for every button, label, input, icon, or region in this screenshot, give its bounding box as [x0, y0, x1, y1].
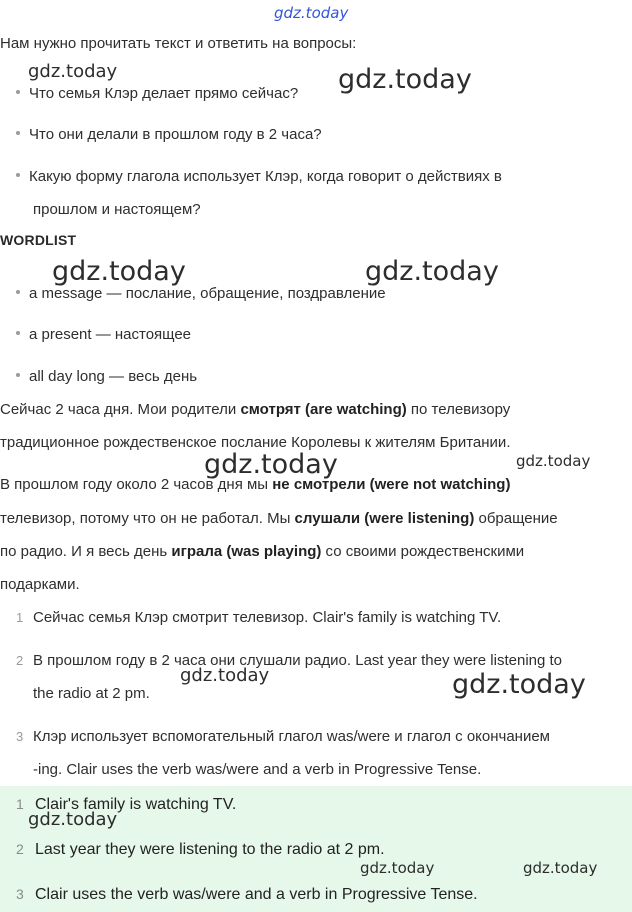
watermark: gdz.today	[516, 452, 591, 470]
watermark: gdz.today	[338, 64, 472, 95]
item-number: 2	[16, 653, 24, 668]
item-number: 1	[16, 610, 24, 625]
top-watermark: gdz.today	[274, 4, 349, 22]
numbered-item: 1 Сейчас семья Клэр смотрит телевизор. Clair's family is watching TV.	[16, 609, 502, 626]
answer-item: 2 Last year they were listening to the radio at 2 pm.	[16, 841, 385, 858]
bullet-icon	[16, 90, 20, 94]
answer-number: 3	[16, 886, 24, 902]
answer-number: 2	[16, 841, 24, 857]
wordlist-item: a present — настоящее	[16, 325, 191, 345]
bullet-icon	[16, 290, 20, 294]
watermark: gdz.today	[204, 449, 338, 480]
watermark: gdz.today	[365, 256, 499, 287]
numbered-item: 3 Клэр использует вспомогательный глагол was/were и глагол с окончанием	[16, 728, 550, 745]
paragraph-line: по радио. И я весь день играла (was playing) со своими рождественскими	[0, 543, 525, 560]
question-item-continuation: прошлом и настоящем?	[33, 201, 201, 218]
bullet-icon	[16, 131, 20, 135]
paragraph-line: Сейчас 2 часа дня. Мои родители смотрят (are watching) по телевизору	[0, 401, 511, 418]
numbered-item-continuation: -ing. Clair uses the verb was/were and a verb in Progressive Tense.	[33, 761, 482, 778]
watermark: gdz.today	[452, 669, 586, 700]
watermark: gdz.today	[28, 61, 118, 82]
item-number: 3	[16, 729, 24, 744]
bullet-icon	[16, 373, 20, 377]
paragraph-line: телевизор, потому что он не работал. Мы слушали (were listening) обращение	[0, 510, 558, 527]
intro-text: Нам нужно прочитать текст и ответить на вопросы:	[0, 35, 357, 52]
paragraph-line: подарками.	[0, 576, 80, 593]
paragraph-line: традиционное рождественское послание Королевы к жителям Британии.	[0, 434, 511, 451]
wordlist-heading: WORDLIST	[0, 232, 77, 248]
wordlist-item: all day long — весь день	[16, 367, 197, 387]
watermark: gdz.today	[180, 665, 270, 686]
watermark: gdz.today	[360, 859, 435, 877]
bullet-icon	[16, 173, 20, 177]
question-item: Что они делали в прошлом году в 2 часа?	[16, 125, 322, 145]
question-item: Что семья Клэр делает прямо сейчас?	[16, 84, 298, 104]
wordlist-item: a message — послание, обращение, поздравление	[16, 284, 386, 304]
answer-number: 1	[16, 796, 24, 812]
watermark: gdz.today	[52, 256, 186, 287]
question-item: Какую форму глагола использует Клэр, когда говорит о действиях в	[16, 167, 502, 187]
numbered-item: 2 В прошлом году в 2 часа они слушали радио. Last year they were listening to	[16, 652, 563, 669]
answer-item: 3 Clair uses the verb was/were and a verb in Progressive Tense.	[16, 886, 478, 903]
watermark: gdz.today	[28, 809, 118, 830]
answer-item: 1 Clair's family is watching TV.	[16, 796, 237, 813]
watermark: gdz.today	[523, 859, 598, 877]
paragraph-line: В прошлом году около 2 часов дня мы не смотрели (were not watching)	[0, 476, 511, 493]
bullet-icon	[16, 331, 20, 335]
numbered-item-continuation: the radio at 2 pm.	[33, 685, 150, 702]
